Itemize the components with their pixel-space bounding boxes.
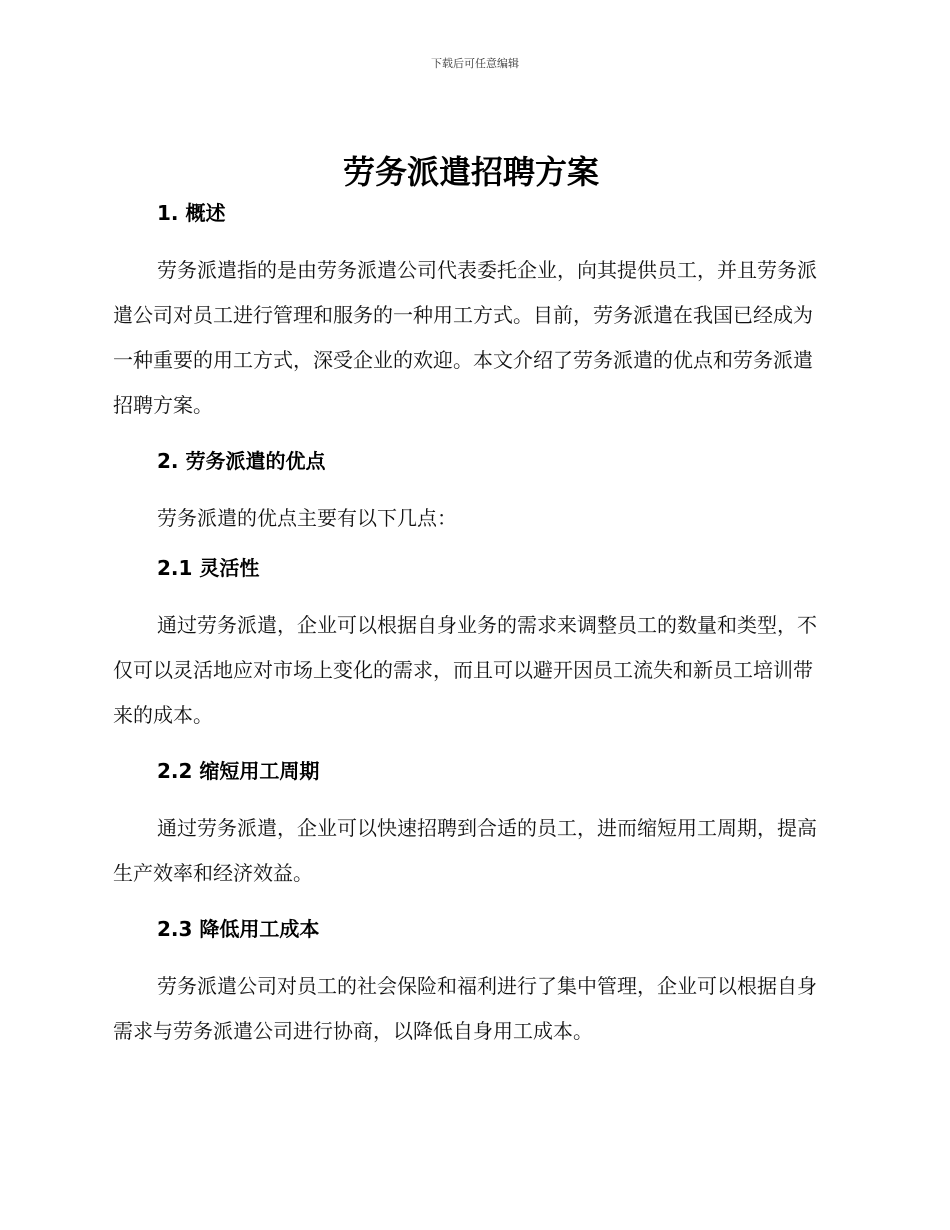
section-heading-reduce-cost: 2.3 降低用工成本 [157,917,320,941]
header-note: 下载后可任意编辑 [431,57,519,70]
section-heading-advantages: 2. 劳务派遣的优点 [157,449,326,473]
document-title: 劳务派遣招聘方案 [342,153,599,191]
section-text-flexibility: 通过劳务派遣，企业可以根据自身业务的需求来调整员工的数量和类型，不仅可以灵活地应对市场上变化的需求，而且可以避开因员工流失和新员工培训带来的成本。 [113,613,817,727]
section-text-overview: 劳务派遣指的是由劳务派遣公司代表委托企业，向其提供员工，并且劳务派遣公司对员工进行管理和服务的一种用工方式。目前，劳务派遣在我国已经成为一种重要的用工方式，深受企业的欢迎。本文介绍了劳务派遣的优点和劳务派遣招聘方案。 [113,258,817,417]
section-heading-overview: 1. 概述 [157,201,226,225]
section-heading-flexibility: 2.1 灵活性 [157,556,260,580]
section-text-reduce-cost: 劳务派遣公司对员工的社会保险和福利进行了集中管理，企业可以根据自身需求与劳务派遣公司进行协商，以降低自身用工成本。 [113,974,817,1043]
section-text-advantages: 劳务派遣的优点主要有以下几点： [157,506,457,530]
section-heading-shorten-cycle: 2.2 缩短用工周期 [157,759,320,783]
document-body [113,148,829,1054]
section-text-shorten-cycle: 通过劳务派遣，企业可以快速招聘到合适的员工，进而缩短用工周期，提高生产效率和经济效益。 [113,816,817,885]
